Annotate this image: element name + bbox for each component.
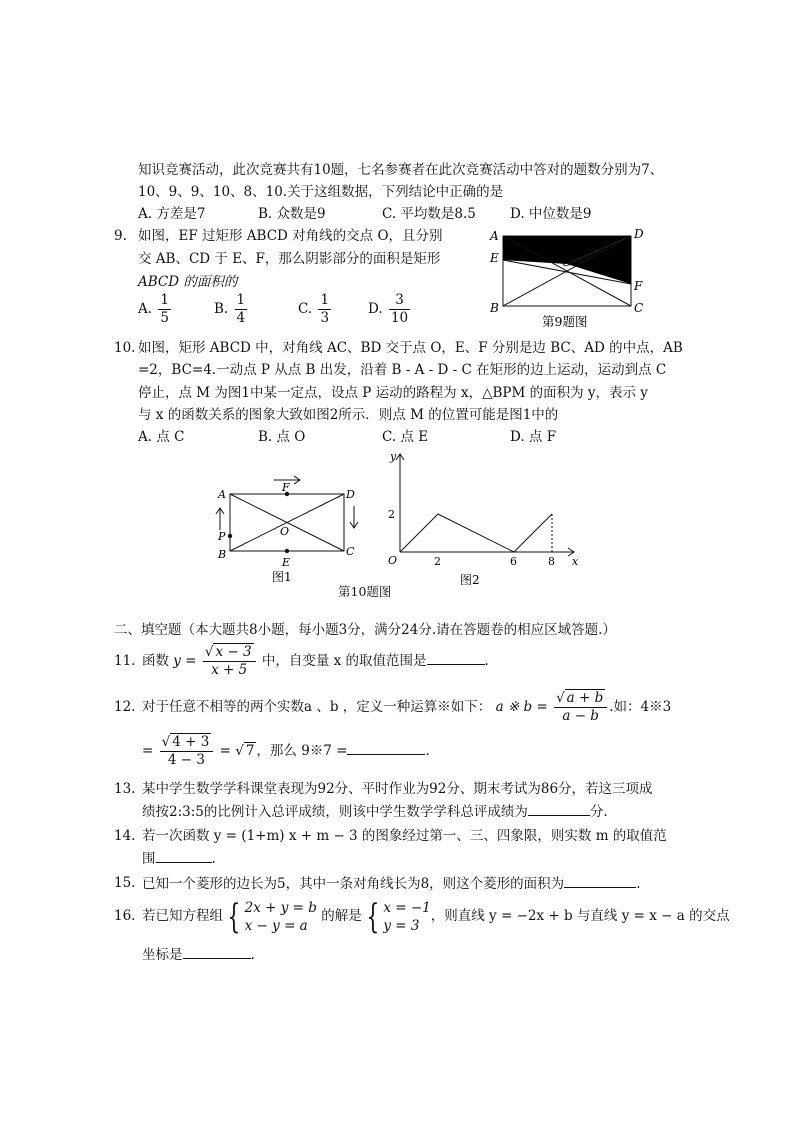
q10-fig2-y-label: y <box>390 450 397 463</box>
q11-number: 11. <box>114 653 136 669</box>
q9-option-c: C. $\frac{1}{3}$ <box>298 292 330 326</box>
q11-fraction: $\frac{√ x - 3}{x + 5}$ <box>203 644 256 679</box>
q9-option-d: D. $\frac{3}{10}$ <box>368 292 409 326</box>
q10-fig1-label-c: C <box>346 545 355 558</box>
q10-option-b: B. 点 O <box>258 429 306 445</box>
q10-caption: 第10题图 <box>338 584 392 599</box>
q12-fraction: $\frac{√ a + b}{a - b}$ <box>554 690 607 725</box>
q10-figure2 <box>376 448 586 588</box>
q9-line2: 交 AB、CD 于 E、F，那么阴影部分的面积是矩形 <box>138 251 441 267</box>
q14-line2: 围 . <box>142 848 216 869</box>
q10-fig1-label-b: B <box>218 548 227 561</box>
q9-option-a-fraction: $\frac{1}{5}$ <box>160 292 169 326</box>
q10-number: 10. <box>114 340 136 356</box>
q8-option-b: B. 众数是9 <box>258 206 326 222</box>
q10-fig1-label-o: O <box>280 525 290 538</box>
q9-label-f: F <box>634 279 643 293</box>
q15-text: 已知一个菱形的边长为5，其中一条对角线长为8，则这个菱形的面积为 . <box>142 873 640 894</box>
q9-option-c-fraction: $\frac{1}{3}$ <box>320 292 330 326</box>
q10-option-d: D. 点 F <box>510 429 557 445</box>
q12-example-fraction: $\frac{√ 4 + 3}{4 - 3}$ <box>160 734 214 769</box>
q10-fig1-caption: 图1 <box>272 570 292 584</box>
q10-fig2-x-label: x <box>572 555 579 568</box>
q10-line2: =2，BC=4.一动点 P 从点 B 出发，沿着 B - A - D - C 在矩形的边上运动，运动到点 C <box>138 362 667 378</box>
q9-label-d: D <box>634 227 644 241</box>
q14-number: 14. <box>114 828 136 844</box>
q10-line1: 如图，矩形 ABCD 中，对角线 AC、BD 交于点 O，E、F 分别是边 BC、AD 的中点，AB <box>138 340 683 356</box>
q12-number: 12. <box>114 699 136 715</box>
q16-line1: 若已知方程组 { 2x + y = b x − y = a 的解是 { x = −1 y = 3，则直线 y = −2x + b 与直线 y = x − a 的交点 <box>142 896 730 937</box>
q12-text: 对于任意不相等的两个实数a 、b ，定义一种运算※如下： a ※ b = $\frac{√ a + b}{a - b}$ .如：4※3 <box>142 690 672 724</box>
q9-figure <box>486 224 650 334</box>
q12-example: = $\frac{√ 4 + 3}{4 - 3}$ = √ 7 ，那么 9※7 = . <box>142 734 430 768</box>
q9-option-d-fraction: $\frac{3}{10}$ <box>390 292 409 326</box>
q14-answer-blank[interactable] <box>156 848 212 863</box>
q14-line1: 若一次函数 y = (1+m) x + m − 3 的图象经过第一、三、四象限，则实数 m 的取值范 <box>142 828 667 844</box>
q10-fig1-label-a: A <box>218 488 226 501</box>
q9-line3: ABCD 的面积的 <box>138 274 238 290</box>
q9-option-a: A. $\frac{1}{5}$ <box>138 292 169 326</box>
q9-label-e: E <box>490 251 499 265</box>
q9-label-o: O <box>562 255 572 269</box>
q8-option-a: A. 方差是7 <box>138 206 206 222</box>
q10-fig2-caption: 图2 <box>460 573 480 587</box>
q10-fig2-graph-line <box>400 514 552 552</box>
q10-option-a: A. 点 C <box>138 429 185 445</box>
section2-title: 二、填空题（本大题共8小题，每小题3分，满分24分.请在答题卷的相应区域答题.） <box>114 622 616 638</box>
q9-number: 9. <box>114 228 127 244</box>
q10-fig2-y-tick: 2 <box>388 508 395 521</box>
q11-answer-blank[interactable] <box>427 650 485 665</box>
q10-fig2-x-tick-2: 2 <box>434 555 441 568</box>
q9-caption: 第9题图 <box>542 314 588 329</box>
q9-option-b-fraction: $\frac{1}{4}$ <box>236 292 246 326</box>
q8-option-c: C. 平均数是8.5 <box>382 206 476 222</box>
q8-line1: 知识竞赛活动，此次竞赛共有10题，七名参赛者在此次竞赛活动中答对的题数分别为7、 <box>138 162 664 178</box>
q16-number: 16. <box>114 908 136 924</box>
q9-label-a: A <box>490 229 499 243</box>
q16-answer-blank[interactable] <box>183 944 251 959</box>
q16-line2: 坐标是 . <box>142 944 255 965</box>
q10-fig1-label-d: D <box>346 488 355 501</box>
q8-option-d: D. 中位数是9 <box>510 206 592 222</box>
q10-fig2-x-tick-8: 8 <box>548 555 555 568</box>
q10-fig1-label-p: P <box>218 530 226 543</box>
q9-option-b: B. $\frac{1}{4}$ <box>214 292 246 326</box>
q16-equation-system: 2x + y = b x − y = a <box>244 899 317 934</box>
q10-fig2-origin: O <box>388 554 398 567</box>
q10-line3: 停止，点 M 为图1中某一定点，设点 P 运动的路程为 x，△BPM 的面积为 y，表示 y <box>138 385 648 401</box>
q10-point-p <box>228 534 232 538</box>
q13-line2: 绩按2:3:5的比例计入总评成绩，则该中学生数学学科总评成绩为 分. <box>142 801 608 822</box>
q10-fig1-label-f: F <box>282 481 290 494</box>
q9-label-b: B <box>490 301 499 315</box>
q12-answer-blank[interactable] <box>347 740 425 755</box>
q10-fig1-label-e: E <box>282 556 291 569</box>
q9-label-c: C <box>634 301 644 315</box>
q13-answer-blank[interactable] <box>528 801 590 816</box>
q10-line4: 与 x 的函数关系的图象大致如图2所示．则点 M 的位置可能是图1中的 <box>138 407 559 423</box>
q10-option-c: C. 点 E <box>382 429 429 445</box>
q9-line1: 如图，EF 过矩形 ABCD 对角线的交点 O，且分别 <box>138 228 443 244</box>
q13-line1: 某中学生数学学科课堂表现为92分、平时作业为92分、期末考试为86分，若这三项成 <box>142 781 653 797</box>
q11-text: 函数 y = $\frac{√ x - 3}{x + 5}$ 中，自变量 x 的取值范围是 . <box>142 644 489 678</box>
q10-figure1 <box>212 470 362 586</box>
q16-solution-system: x = −1 y = 3 <box>383 899 431 934</box>
q10-fig2-x-tick-6: 6 <box>510 555 517 568</box>
q15-answer-blank[interactable] <box>564 873 636 888</box>
q15-number: 15. <box>114 875 136 891</box>
q8-line2: 10、9、9、10、8、10.关于这组数据，下列结论中正确的是 <box>138 184 504 200</box>
q10-point-e <box>285 549 289 553</box>
q13-number: 13. <box>114 781 136 797</box>
